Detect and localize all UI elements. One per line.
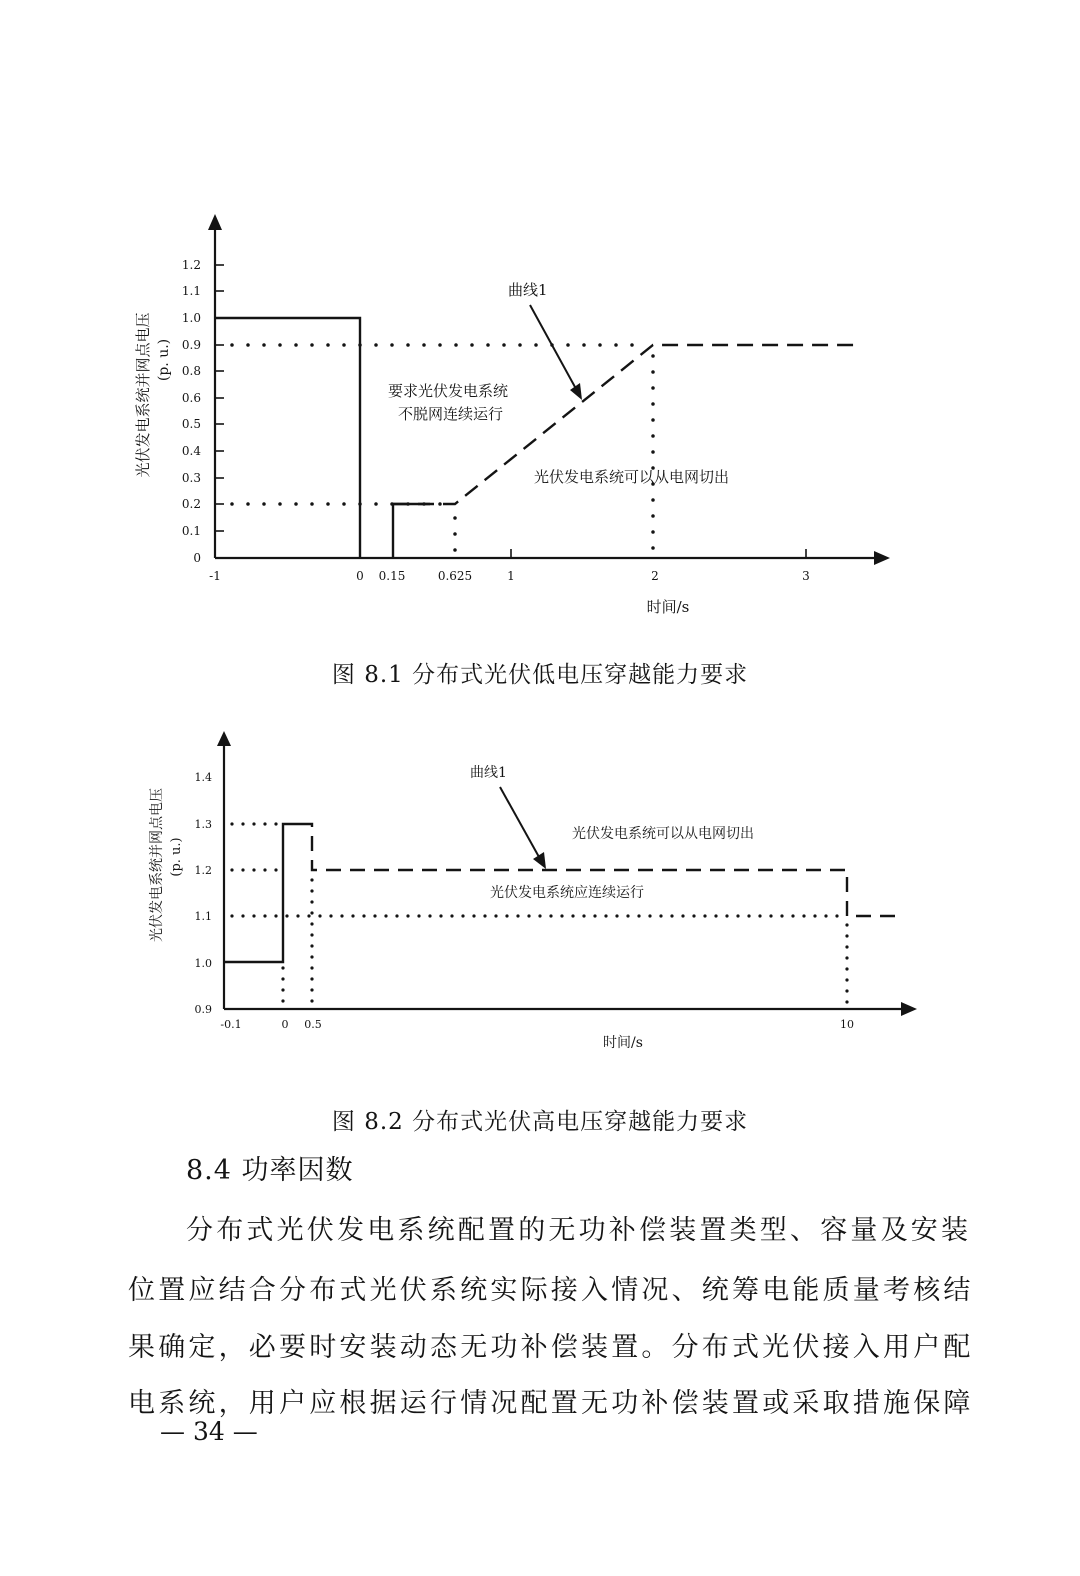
x-tick-label: 10 bbox=[840, 1018, 854, 1031]
region-trip-label: 光伏发电系统可以从电网切出 bbox=[534, 468, 730, 486]
curve-label: 曲线1 bbox=[508, 281, 548, 299]
y-tick-label: 1.1 bbox=[181, 284, 201, 298]
y-tick-label: 0.4 bbox=[181, 444, 201, 458]
x-tick-label: 1 bbox=[507, 569, 515, 583]
y-tick-label: 1.0 bbox=[194, 957, 212, 970]
figure-8-1-chart bbox=[0, 200, 1080, 640]
paragraph-line: 电系统，用户应根据运行情况配置无功补偿装置或采取措施保障 bbox=[128, 1388, 974, 1419]
y-tick-label: 1.0 bbox=[181, 311, 201, 325]
curve-label-arrowhead bbox=[533, 852, 546, 869]
paragraph-line: 分布式光伏发电系统配置的无功补偿装置类型、容量及安装 bbox=[186, 1215, 972, 1246]
x-tick-label: 0.15 bbox=[378, 569, 406, 583]
x-axis-label: 时间/s bbox=[646, 598, 690, 616]
curve-1-solid bbox=[215, 318, 430, 558]
x-axis-arrow bbox=[874, 551, 890, 565]
region-continue-line1: 要求光伏发电系统 bbox=[388, 382, 509, 400]
y-tick-label: 0.9 bbox=[181, 338, 201, 352]
y-tick-label: 1.4 bbox=[194, 771, 212, 784]
y-tick-label: 0.2 bbox=[181, 497, 201, 511]
figure-8-2-chart bbox=[0, 725, 1080, 1060]
curve-1-solid bbox=[224, 824, 300, 962]
x-tick-label: 0 bbox=[281, 1018, 289, 1031]
x-tick-label: 0 bbox=[356, 569, 364, 583]
y-tick-label: 1.3 bbox=[194, 818, 212, 831]
y-tick-label: 0.6 bbox=[181, 391, 201, 405]
figure-8-1-caption: 图 8.1 分布式光伏低电压穿越能力要求 bbox=[331, 662, 749, 688]
y-tick-label: 0.5 bbox=[181, 417, 201, 431]
paragraph-line: 果确定，必要时安装动态无功补偿装置。分布式光伏接入用户配 bbox=[128, 1332, 974, 1363]
x-ticks bbox=[511, 549, 806, 558]
y-axis-arrow bbox=[208, 214, 222, 230]
y-ticks bbox=[215, 265, 224, 531]
section-title: 8.4 功率因数 bbox=[186, 1155, 354, 1186]
x-axis-label: 时间/s bbox=[603, 1035, 643, 1051]
y-tick-label: 0.8 bbox=[181, 364, 201, 378]
y-tick-label: 0 bbox=[193, 551, 201, 565]
y-tick-label: 0.9 bbox=[194, 1003, 212, 1016]
region-trip-label: 光伏发电系统可以从电网切出 bbox=[572, 826, 754, 842]
y-axis-unit: (p. u.) bbox=[169, 837, 184, 877]
y-tick-label: 0.1 bbox=[181, 524, 201, 538]
y-tick-label: 0.3 bbox=[181, 471, 201, 485]
region-continue-line2: 不脱网连续运行 bbox=[398, 405, 504, 423]
x-axis-arrow bbox=[901, 1002, 917, 1016]
x-tick-label: 0.5 bbox=[304, 1018, 322, 1031]
y-axis-arrow bbox=[217, 731, 231, 746]
curve-label: 曲线1 bbox=[470, 765, 507, 781]
y-axis-label: 光伏发电系统并网点电压 bbox=[149, 788, 165, 942]
y-tick-label: 1.2 bbox=[194, 864, 212, 877]
x-tick-label: 3 bbox=[802, 569, 810, 583]
y-tick-label: 1.2 bbox=[181, 258, 201, 272]
page-number: — 34 — bbox=[160, 1417, 258, 1446]
region-continue-label: 光伏发电系统应连续运行 bbox=[490, 885, 644, 901]
x-tick-label: 2 bbox=[651, 569, 659, 583]
x-tick-label: -0.1 bbox=[220, 1018, 242, 1031]
x-tick-label: -1 bbox=[209, 569, 221, 583]
reference-dotted-lines bbox=[232, 824, 847, 1007]
curve-label-arrowhead bbox=[570, 383, 582, 400]
y-axis-unit: (p. u.) bbox=[156, 338, 172, 382]
paragraph-line: 位置应结合分布式光伏系统实际接入情况、统筹电能质量考核结 bbox=[128, 1275, 974, 1306]
x-tick-label: 0.625 bbox=[437, 569, 473, 583]
reference-dotted-lines bbox=[232, 345, 653, 556]
curve-label-arrow bbox=[500, 787, 539, 857]
figure-8-2-caption: 图 8.2 分布式光伏高电压穿越能力要求 bbox=[331, 1109, 749, 1135]
y-axis-label: 光伏发电系统并网点电压 bbox=[134, 312, 152, 478]
y-tick-label: 1.1 bbox=[194, 910, 212, 923]
